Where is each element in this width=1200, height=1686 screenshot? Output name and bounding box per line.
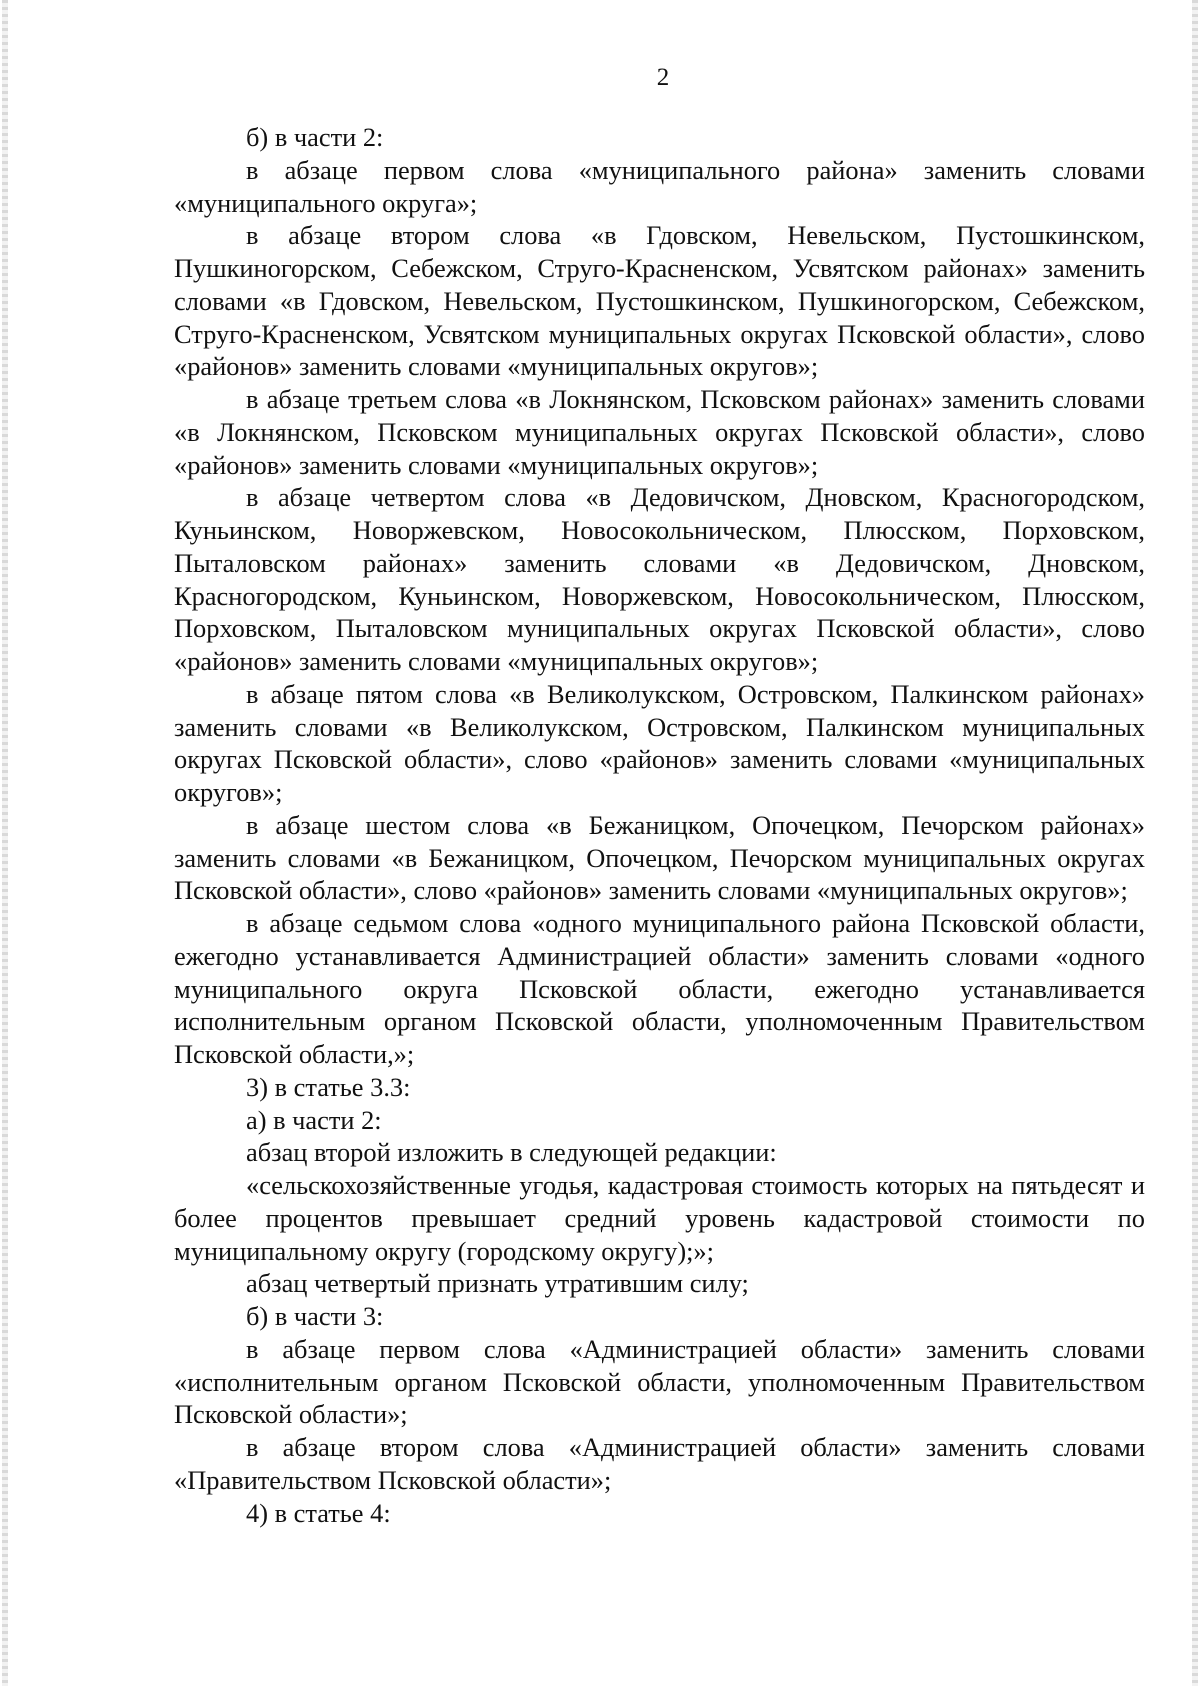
paragraph: в абзаце пятом слова «в Великолукском, Островском, Палкинском районах» заменить словами «в Великолукском, Островском, Палкинском муниципальных округах Псковской области», слово «районов» заменить словами «муниципальных округов»; [174, 678, 1145, 807]
paragraph: а) в части 2: [246, 1104, 382, 1135]
paragraph: «сельскохозяйственные угодья, кадастровая стоимость которых на пятьдесят и более процентов превышает средний уровень кадастровой стоимости по муниципальному округу (городскому округу);»; [174, 1170, 1145, 1266]
paragraph: в абзаце седьмом слова «одного муниципального района Псковской области, ежегодно устанавливается Администрацией области» заменить словами «одного муниципального округа Псковской области, ежегодно устанавливается исполнительным органом Псковской области, уполномоченным Правительством Псковской области,»; [174, 908, 1145, 1069]
paragraph: абзац четвертый признать утратившим силу; [246, 1268, 749, 1299]
paragraph: в абзаце третьем слова «в Локнянском, Псковском районах» заменить словами «в Локнянском, Псковском муниципальных округах Псковской области», слово «районов» заменить словами «муниципальных округов»; [174, 384, 1145, 480]
paragraph: абзац второй изложить в следующей редакции: [246, 1137, 777, 1168]
paragraph: в абзаце втором слова «Администрацией области» заменить словами «Правительством Псковской области»; [174, 1432, 1145, 1495]
paragraph: в абзаце втором слова «в Гдовском, Невельском, Пустошкинском, Пушкиногорском, Себежском, Струго-Красненском, Усвятском районах» заменить словами «в Гдовском, Невельском, Пустошкинском, Пушкиногорском, Себежском, Струго-Красненском, Усвятском муниципальных округах Псковской области», слово «районов» заменить словами «муниципальных округов»; [174, 220, 1145, 382]
document-body [174, 121, 1145, 1529]
paragraph: б) в части 3: [246, 1301, 384, 1331]
page-number: 2 [656, 64, 670, 91]
paragraph: б) в части 2: [246, 122, 384, 152]
paragraph: в абзаце первом слова «Администрацией области» заменить словами «исполнительным органом Псковской области, уполномоченным Правительством Псковской области»; [174, 1333, 1145, 1430]
paragraph: в абзаце первом слова «муниципального района» заменить словами «муниципального округа»; [174, 154, 1145, 218]
scan-edge-left [2, 0, 8, 1686]
paragraph: 4) в статье 4: [246, 1497, 391, 1528]
paragraph: 3) в статье 3.3: [246, 1071, 411, 1102]
paragraph: в абзаце шестом слова «в Бежаницком, Опочецком, Печорском районах» заменить словами «в Бежаницком, Опочецком, Печорском муниципальных округах Псковской области», слово «районов» заменить словами «муниципальных округов»; [174, 809, 1145, 906]
paragraph: в абзаце четвертом слова «в Дедовичском, Дновском, Красногородском, Куньинском, Новоржевском, Новосокольническом, Плюсском, Порховском, Пыталовском районах» заменить словами «в Дедовичском, Дновском, Красногородском, Куньинском, Новоржевском, Новосокольническом, Плюсском, Порховском, Пыталовском муниципальных округах Псковской области», слово «районов» заменить словами «муниципальных округов»; [174, 482, 1145, 676]
scan-edge-right [1192, 0, 1198, 1686]
